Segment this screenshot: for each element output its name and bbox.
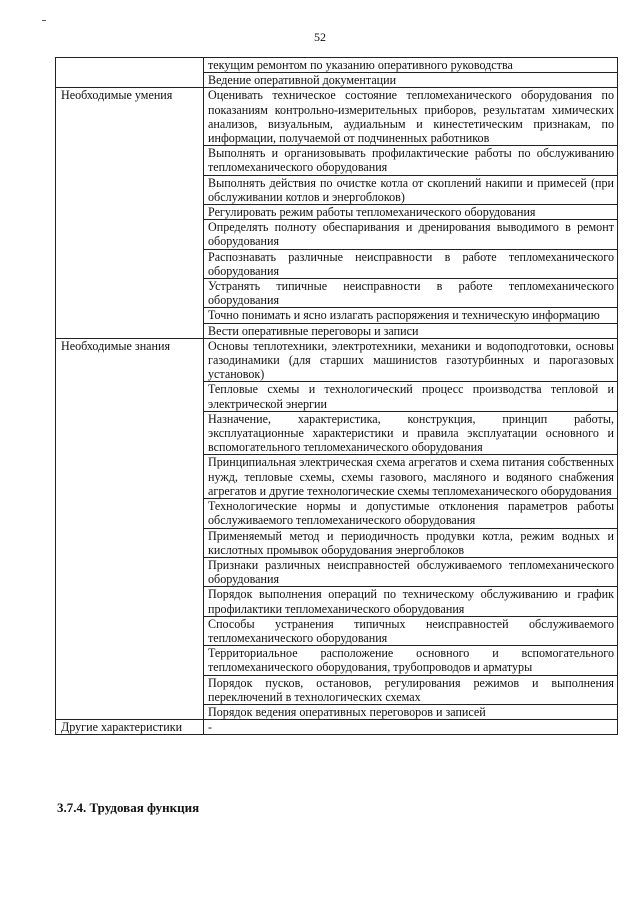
row-label: Другие характеристики (56, 720, 204, 735)
requirement-item: Принципиальная электрическая схема агрегатов и схема питания собственных нужд, тепловые схемы, схемы газового, масляного и водяного снабжения агрегатов и другие технологические схемы тепломеханического оборудования (204, 455, 618, 499)
row-label: Необходимые умения (56, 88, 204, 338)
requirements-table (55, 57, 618, 735)
row-label: Необходимые знания (56, 338, 204, 719)
requirement-item: Территориальное расположение основного и вспомогательного тепломеханического оборудования, трубопроводов и арматуры (204, 646, 618, 675)
page-number: 52 (314, 30, 326, 44)
scan-mark (42, 20, 46, 21)
row-label (56, 58, 204, 88)
table-row (56, 88, 618, 146)
section-heading: 3.7.4. Трудовая функция (57, 800, 200, 815)
requirement-item: Устранять типичные неисправности в работе тепломеханического оборудования (204, 279, 618, 308)
requirement-item: Выполнять действия по очистке котла от скоплений накипи и примесей (при обслуживании котлов и энергоблоков) (204, 175, 618, 204)
requirement-item: Тепловые схемы и технологический процесс производства тепловой и электрической энергии (204, 382, 618, 411)
requirements-table-body (56, 58, 618, 735)
requirement-item: Способы устранения типичных неисправностей обслуживаемого тепломеханического оборудования (204, 616, 618, 645)
table-row (56, 720, 618, 735)
requirement-item: Ведение оперативной документации (204, 73, 618, 88)
requirement-item: - (204, 720, 618, 735)
requirement-item: Оценивать техническое состояние тепломеханического оборудования по показаниям контрольно-измерительных приборов, результатам химических анализов, визуальным, аудиальным и кинестетическим признакам, по информации, получаемой от подчиненных работников (204, 88, 618, 146)
requirement-item: Порядок пусков, остановов, регулирования режимов и выполнения переключений в технологических схемах (204, 675, 618, 704)
table-row (56, 58, 618, 73)
requirement-item: Точно понимать и ясно излагать распоряжения и техническую информацию (204, 308, 618, 323)
requirement-item: Признаки различных неисправностей обслуживаемого тепломеханического оборудования (204, 557, 618, 586)
requirement-item: Порядок выполнения операций по техническому обслуживанию и график профилактики тепломеханического оборудования (204, 587, 618, 616)
requirement-item: Регулировать режим работы тепломеханического оборудования (204, 205, 618, 220)
requirement-item: Назначение, характеристика, конструкция, принцип работы, эксплуатационные характеристики и правила эксплуатации основного и вспомогательного тепломеханического оборудования (204, 411, 618, 455)
requirement-item: Определять полноту обеспаривания и дренирования выводимого в ремонт оборудования (204, 220, 618, 249)
table-row (56, 338, 618, 382)
requirement-item: Распознавать различные неисправности в работе тепломеханического оборудования (204, 249, 618, 278)
requirement-item: текущим ремонтом по указанию оперативного руководства (204, 58, 618, 73)
requirement-item: Порядок ведения оперативных переговоров и записей (204, 704, 618, 719)
requirement-item: Применяемый метод и периодичность продувки котла, режим водных и кислотных промывок оборудования энергоблоков (204, 528, 618, 557)
requirement-item: Выполнять и организовывать профилактические работы по обслуживанию тепломеханического оборудования (204, 146, 618, 175)
requirement-item: Вести оперативные переговоры и записи (204, 323, 618, 338)
requirement-item: Основы теплотехники, электротехники, механики и водоподготовки, основы газодинамики (для старших машинистов газотурбинных и парогазовых установок) (204, 338, 618, 382)
requirement-item: Технологические нормы и допустимые отклонения параметров работы обслуживаемого тепломеханического оборудования (204, 499, 618, 528)
